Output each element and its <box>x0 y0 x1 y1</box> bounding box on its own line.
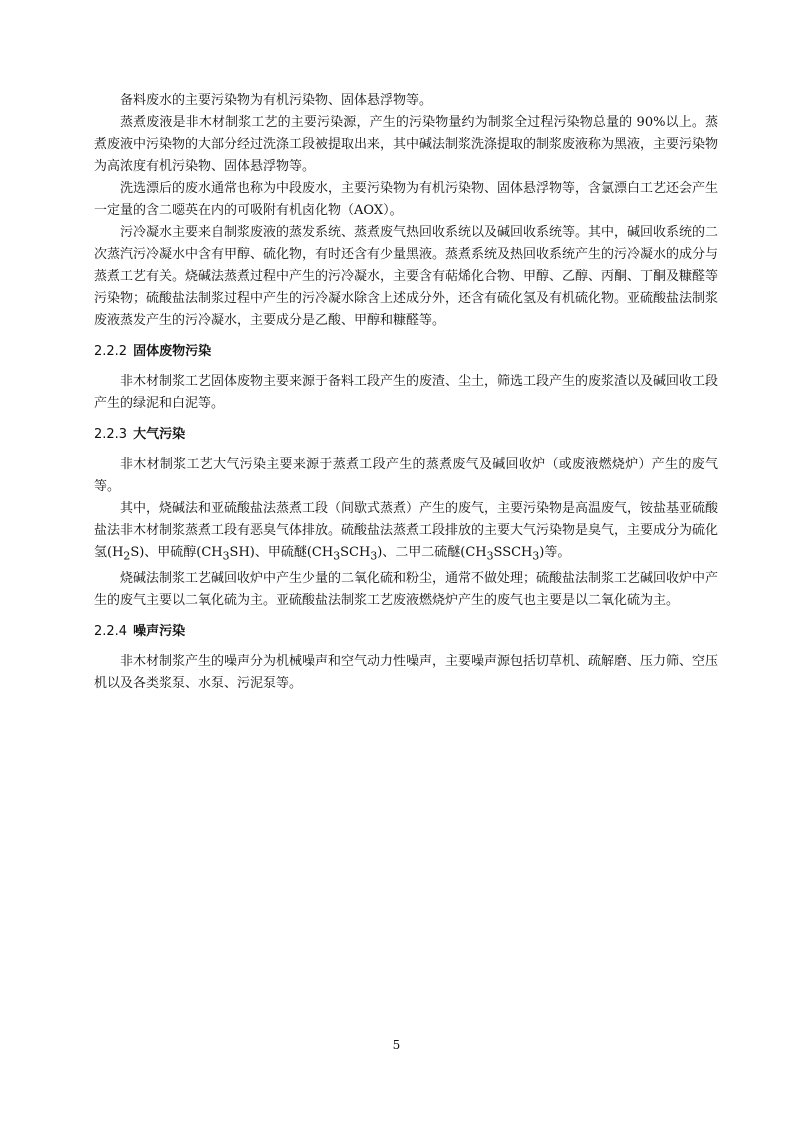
paragraph-feed-wastewater: 备料废水的主要污染物为有机污染物、固体悬浮物等。 <box>120 93 433 108</box>
page-number: 5 <box>392 1038 401 1052</box>
section-heading-solid-waste <box>94 341 718 363</box>
paragraph-middle-wastewater: 洗选漂后的废水通常也称为中段废水，主要污染物为有机污染物、固体悬浮物等，含氯漂白工艺还会产生一定量的含二噁英在内的可吸附有机卤化物（AOX）。 <box>94 181 719 218</box>
section-number: 2.2.3 <box>94 427 128 442</box>
page-content <box>94 90 718 695</box>
section-title: 噪声污染 <box>133 623 186 639</box>
paragraph-condensate: 污冷凝水主要来自制浆废液的蒸发系统、蒸煮废气热回收系统以及碱回收系统等。其中，碱回收系统的二次蒸汽污冷凝水中含有甲醇、硫化物，有时还含有少量黑液。蒸煮系统及热回收系统产生的污冷凝水的成分与蒸煮工艺有关。烧碱法蒸煮过程中产生的污冷凝水，主要含有萜烯化合物、甲醇、乙醇、丙酮、丁酮及糠醛等污染物；硫酸盐法制浆过程中产生的污冷凝水除含上述成分外，还含有硫化氢及有机硫化物。亚硫酸盐法制浆废液蒸发产生的污冷凝水，主要成分是乙酸、甲醇和糠醛等。 <box>94 225 719 328</box>
paragraph-air-sources: 非木材制浆工艺大气污染主要来源于蒸煮工段产生的蒸煮废气及碱回收炉（或废液燃烧炉）产生的废气等。 <box>94 457 718 494</box>
paragraph-solid-waste: 非木材制浆工艺固体废物主要来源于备料工段产生的废渣、尘土，筛选工段产生的废浆渣以及碱回收工段产生的绿泥和白泥等。 <box>94 374 719 411</box>
section-heading-air-pollution <box>94 424 718 446</box>
section-title: 大气污染 <box>133 427 186 442</box>
section-number: 2.2.2 <box>94 344 128 359</box>
paragraph-cooking-liquor: 蒸煮废液是非木材制浆工艺的主要污染源，产生的污染物量约为制浆全过程污染物总量的 90%以上。蒸煮废液中污染物的大部分经过洗涤工段被提取出来，其中碱法制浆洗涤提取的制浆废液称为黑液，主要污染物为高浓度有机污染物、固体悬浮物等。 <box>94 115 719 174</box>
section-title: 固体废物污染 <box>133 344 212 359</box>
section-number: 2.2.4 <box>94 623 128 639</box>
paragraph-recovery-furnace: 烧碱法制浆工艺碱回收炉中产生少量的二氧化硫和粉尘，通常不做处理；硫酸盐法制浆工艺碱回收炉中产生的废气主要以二氧化硫为主。亚硫酸盐法制浆工艺废液燃烧炉产生的废气也主要是以二氧化硫为主。 <box>94 570 719 608</box>
paragraph-noise: 非木材制浆产生的噪声分为机械噪声和空气动力性噪声，主要噪声源包括切草机、疏解磨、压力筛、空压机以及各类浆泵、水泵、污泥泵等。 <box>94 653 719 691</box>
section-heading-noise <box>94 621 718 643</box>
paragraph-air-details: 其中，烧碱法和亚硫酸盐法蒸煮工段（间歇式蒸煮）产生的废气，主要污染物是高温废气，铵盐基亚硫酸盐法非木材制浆蒸煮工段有恶臭气体排放。硫酸盐法蒸煮工段排放的主要大气污染物是臭气，主要成分为硫化氢$(H_2S)$、甲硫醇$(CH_3SH)$、甲硫醚$(CH_3SCH_3)$、二甲二硫醚$(CH_3SSCH_3)$等。 <box>94 501 719 563</box>
